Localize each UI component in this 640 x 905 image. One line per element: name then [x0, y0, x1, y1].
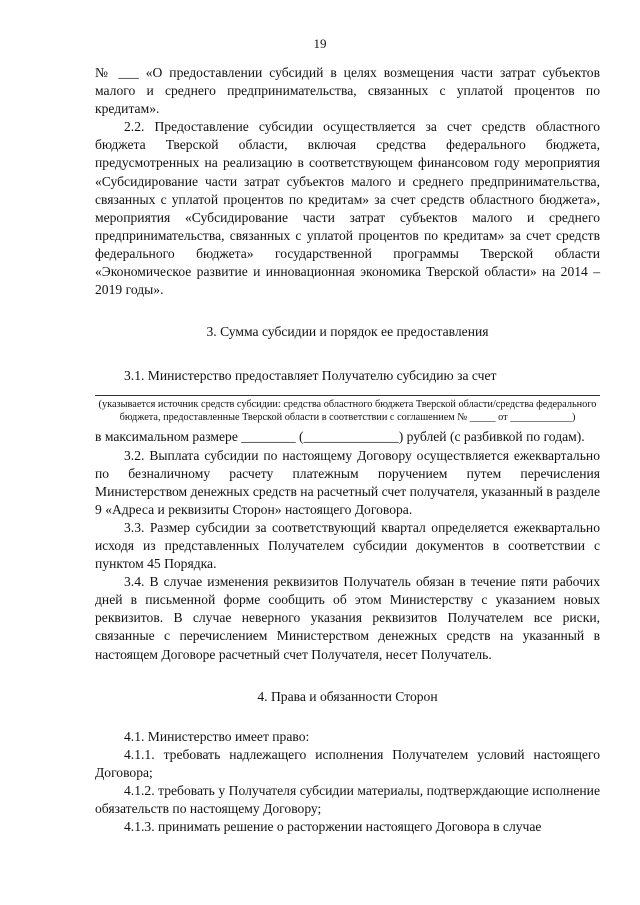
source-footnote: (указывается источник средств субсидии: средства областного бюджета Тверской области/средства федерального бюджета, предоставленные Тверской области в соответствии с соглашением № _____ от ____________)	[98, 399, 597, 424]
paragraph-2-2: 2.2. Предоставление субсидии осуществляется за счет средств областного бюджета Тверской области, включая средства федерального бюджета, предусмотренных на реализацию в соответствующем финансовом году мероприятия «Субсидирование части затрат субъектов малого и среднего предпринимательства, связанных с уплатой процентов по кредитам» за счет средств областного бюджета», мероприятия «Субсидирование части затрат субъектов малого и среднего предпринимательства, связанных с уплатой процентов по кредитам» за счет средств федерального бюджета» государственной программы Тверской области «Экономическое развитие и инновационная экономика Тверской области» на 2014 – 2019 годы».	[95, 119, 600, 298]
section-4-heading: 4. Права и обязанности Сторон	[257, 688, 438, 704]
paragraph-4-1: 4.1. Министерство имеет право:	[124, 728, 310, 744]
paragraph-3-1: 3.1. Министерство предоставляет Получателю субсидию за счет	[124, 368, 497, 384]
paragraph-4-1-3: 4.1.3. принимать решение о расторжении настоящего Договора в случае	[124, 819, 542, 835]
fill-in-line	[95, 387, 600, 396]
paragraph-4-1-1: 4.1.1. требовать надлежащего исполнения Получателем условий настоящего Договора;	[95, 746, 600, 780]
section-3-heading: 3. Сумма субсидии и порядок ее предоставления	[206, 324, 489, 340]
paragraph-3-3: 3.3. Размер субсидии за соответствующий квартал определяется ежеквартально исходя из представленных Получателем субсидии документов в соответствии с пунктом 45 Порядка.	[95, 519, 600, 572]
paragraph-decree-ref: № ___ «О предоставлении субсидий в целях возмещения части затрат субъектов малого и среднего предпринимательства, связанных с уплатой процентов по кредитам».	[95, 65, 600, 117]
paragraph-3-1-continuation: в максимальном размере ________ (______________) рублей (с разбивкой по годам).	[95, 429, 585, 445]
document-body	[95, 64, 600, 836]
paragraph-3-4: 3.4. В случае изменения реквизитов Получатель обязан в течение пяти рабочих дней в письменной форме сообщить об этом Министерству с указанием новых реквизитов. В случае неверного указания реквизитов Получателем все риски, связанные с перечислением Министерством денежных средств на указанный в настоящем Договоре расчетный счет Получателя, несет Получатель.	[95, 574, 600, 662]
paragraph-3-2: 3.2. Выплата субсидии по настоящему Договору осуществляется ежеквартально по безналичному расчету платежным поручением путем перечисления Министерством денежных средств на расчетный счет получателя, указанный в разделе 9 «Адреса и реквизиты Сторон» настоящего Договора.	[95, 447, 600, 517]
page-number: 19	[313, 36, 327, 51]
paragraph-4-1-2: 4.1.2. требовать у Получателя субсидии материалы, подтверждающие исполнение обязательств по настоящему Договору;	[95, 783, 600, 817]
